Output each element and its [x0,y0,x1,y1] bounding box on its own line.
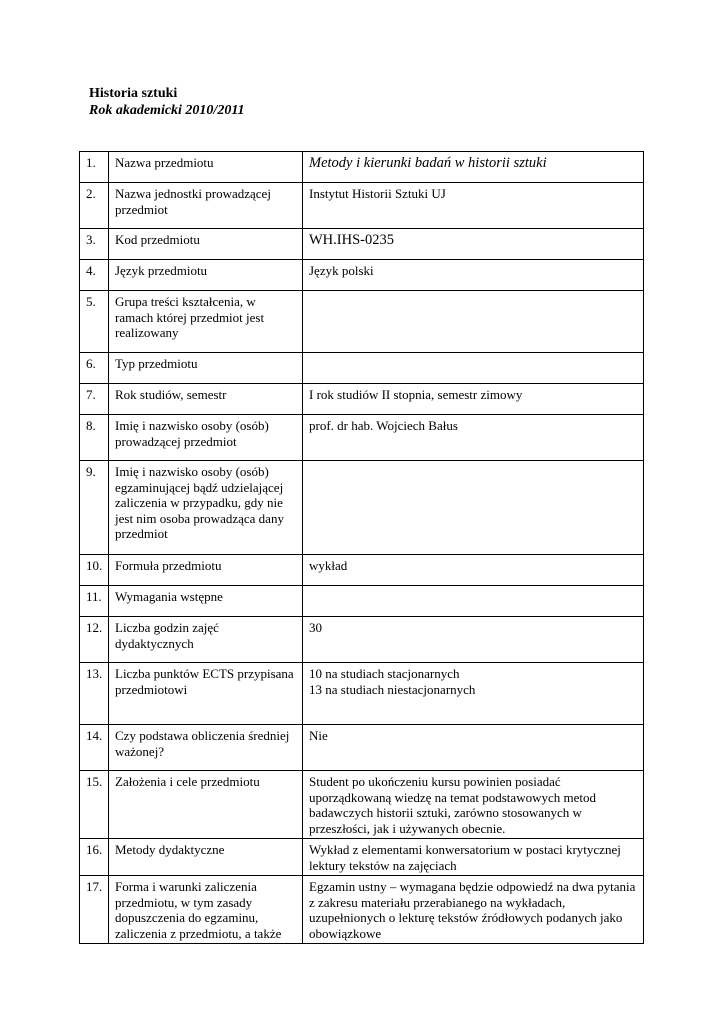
row-number: 13. [80,663,109,725]
row-label: Metody dydaktyczne [109,839,303,876]
academic-year: Rok akademicki 2010/2011 [89,103,245,118]
table-row [80,415,644,461]
row-label: Imię i nazwisko osoby (osób) egzaminującej bądź udzielającej zaliczenia w przypadku, gdy nie jest nim osoba prowadząca dany przedmiot [109,461,303,555]
row-value: wykład [303,555,644,586]
row-number: 5. [80,291,109,353]
row-number: 4. [80,260,109,291]
row-number: 14. [80,725,109,771]
table-row [80,839,644,876]
row-value: Egzamin ustny – wymagana będzie odpowiedź na dwa pytania z zakresu materiału przerabianego na wykładach, uzupełnionych o lekturę tekstów źródłowych podanych jako obowiązkowe [303,876,644,944]
row-value: Student po ukończeniu kursu powinien posiadać uporządkowaną wiedzę na temat podstawowych metod badawczych historii sztuki, zarówno stosowanych w przeszłości, jak i używanych obecnie. [303,771,644,839]
row-number: 16. [80,839,109,876]
row-label: Forma i warunki zaliczenia przedmiotu, w tym zasady dopuszczenia do egzaminu, zaliczenia z przedmiotu, a także [109,876,303,944]
row-value: Wykład z elementami konwersatorium w postaci krytycznej lektury tekstów na zajęciach [303,839,644,876]
ects-extramural: 13 na studiach niestacjonarnych [309,681,476,697]
row-label: Imię i nazwisko osoby (osób) prowadzącej przedmiot [109,415,303,461]
row-label: Nazwa przedmiotu [109,152,303,183]
table-row [80,183,644,229]
row-number: 2. [80,183,109,229]
table-row [80,555,644,586]
row-value: Instytut Historii Sztuki UJ [303,183,644,229]
syllabus-table [79,151,644,944]
table-row [80,617,644,663]
table-row [80,876,644,944]
row-label: Język przedmiotu [109,260,303,291]
row-label: Formuła przedmiotu [109,555,303,586]
course-name-value: Metody i kierunki badań w historii sztuki [303,152,644,183]
row-number: 7. [80,384,109,415]
row-value [303,586,644,617]
row-value [303,291,644,353]
row-label: Typ przedmiotu [109,353,303,384]
row-label: Rok studiów, semestr [109,384,303,415]
document-title: Historia sztuki [89,86,178,101]
table-row [80,353,644,384]
row-value: 30 [303,617,644,663]
row-number: 17. [80,876,109,944]
row-number: 6. [80,353,109,384]
table-row [80,229,644,260]
row-value: Nie [303,725,644,771]
course-code-value: WH.IHS-0235 [303,229,644,260]
table-row [80,663,644,725]
row-number: 11. [80,586,109,617]
row-label: Grupa treści kształcenia, w ramach której przedmiot jest realizowany [109,291,303,353]
row-value: I rok studiów II stopnia, semestr zimowy [303,384,644,415]
row-number: 8. [80,415,109,461]
row-number: 9. [80,461,109,555]
ects-stationary: 10 na studiach stacjonarnych [309,666,460,681]
row-label: Wymagania wstępne [109,586,303,617]
table-row [80,725,644,771]
table-row [80,260,644,291]
row-value [303,353,644,384]
row-label: Liczba punktów ECTS przypisana przedmiotowi [109,663,303,725]
row-label: Kod przedmiotu [109,229,303,260]
table-row [80,291,644,353]
row-number: 15. [80,771,109,839]
table-row [80,461,644,555]
row-label: Liczba godzin zajęć dydaktycznych [109,617,303,663]
row-label: Założenia i cele przedmiotu [109,771,303,839]
table-row [80,384,644,415]
row-number: 1. [80,152,109,183]
row-label: Czy podstawa obliczenia średniej ważonej? [109,725,303,771]
row-value [303,663,644,725]
table-row [80,586,644,617]
row-number: 10. [80,555,109,586]
row-label: Nazwa jednostki prowadzącej przedmiot [109,183,303,229]
row-value: Język polski [303,260,644,291]
table-row [80,771,644,839]
row-number: 12. [80,617,109,663]
table-row [80,152,644,183]
document-header [89,85,245,119]
row-value [303,461,644,555]
row-number: 3. [80,229,109,260]
row-value: prof. dr hab. Wojciech Bałus [303,415,644,461]
